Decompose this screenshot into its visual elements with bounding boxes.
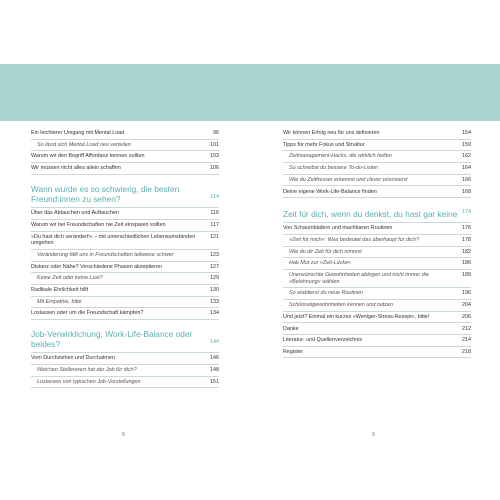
toc-entry-title: Loslassen oder um die Freundschaft kämpfen? xyxy=(31,310,144,317)
toc-entry-page: 204 xyxy=(462,302,471,309)
toc-entry-page: 182 xyxy=(462,248,471,255)
toc-entry-title: Keine Zeit oder keine Lust? xyxy=(37,275,103,282)
toc-subentry[interactable] xyxy=(31,140,219,152)
header-color-band xyxy=(0,64,500,121)
toc-entry[interactable] xyxy=(283,312,471,324)
toc-subentry[interactable] xyxy=(31,377,219,389)
toc-entry-title: Wir müssen nicht alles allein schaffen xyxy=(31,165,121,172)
right-toc-page xyxy=(283,128,471,358)
toc-chapter-heading[interactable] xyxy=(283,198,471,223)
chapter-page: 144 xyxy=(210,339,219,346)
toc-entry-title: Danke xyxy=(283,325,299,332)
toc-entry[interactable] xyxy=(31,353,219,365)
toc-entry[interactable] xyxy=(283,347,471,359)
toc-entry[interactable] xyxy=(31,285,219,297)
toc-entry-title: »Zeit für mich«: Was bedeutet das überhaupt für dich? xyxy=(289,237,419,244)
toc-entry-title: Ein leichterer Umgang mit Mental Load xyxy=(31,130,125,137)
toc-subentry[interactable] xyxy=(283,258,471,270)
chapter-page: 174 xyxy=(462,209,471,216)
toc-entry-page: 101 xyxy=(210,141,219,148)
toc-subentry[interactable] xyxy=(283,270,471,288)
toc-chapter-heading[interactable] xyxy=(31,175,219,208)
toc-entry-page: 164 xyxy=(462,165,471,172)
toc-entry[interactable] xyxy=(283,335,471,347)
toc-subentry[interactable] xyxy=(283,247,471,259)
chapter-title: Wann wurde es so schwierig, die besten Freund:innen zu sehen? xyxy=(31,183,180,204)
toc-entry-page: 127 xyxy=(210,263,219,270)
toc-subentry[interactable] xyxy=(31,365,219,377)
toc-entry-page: 151 xyxy=(210,378,219,385)
toc-entry-page: 117 xyxy=(210,221,219,228)
toc-entry-page: 129 xyxy=(210,275,219,282)
toc-entry-title: Radikale Ehrlichkeit hilft xyxy=(31,286,89,293)
toc-entry-page: 159 xyxy=(462,141,471,148)
toc-chapter-heading[interactable] xyxy=(31,320,219,353)
toc-entry-page: 106 xyxy=(210,165,219,172)
toc-entry-title: Literatur- und Quellenverzeichnis xyxy=(283,337,363,344)
toc-entry[interactable] xyxy=(31,163,219,175)
toc-entry[interactable] xyxy=(31,232,219,250)
toc-entry-title: Distanz oder Nähe? Verschiedene Phasen akzeptieren xyxy=(31,263,162,270)
toc-entry-title: Warum wir den Begriff Affordanz kennen sollten xyxy=(31,153,145,160)
toc-entry[interactable] xyxy=(283,140,471,152)
toc-entry-page: 189 xyxy=(462,272,471,279)
toc-entry-page: 176 xyxy=(462,225,471,232)
toc-subentry[interactable] xyxy=(31,273,219,285)
chapter-title: Zeit für dich, wenn du denkst, du hast gar keine xyxy=(283,209,458,220)
toc-entry-title: Loslassen von typischen Job-Vorstellungen xyxy=(37,378,141,385)
toc-entry-title: So lässt sich Mental Load neu verteilen xyxy=(37,141,131,148)
toc-subentry[interactable] xyxy=(31,297,219,309)
chapter-title: Job-Verwirklichung, Work-Life-Balance oder beides? xyxy=(31,328,193,350)
toc-entry-title: Vom Durchziehen und Durchatmen xyxy=(31,355,115,362)
toc-entry-title: »Du hast dich verändert!« – mit unterschiedlichen Lebensumständen umgehen xyxy=(31,233,196,247)
toc-entry-page: 162 xyxy=(462,153,471,160)
toc-entry-title: Wie du dir Zeit für dich nimmst xyxy=(289,248,362,255)
toc-entry-page: 212 xyxy=(462,325,471,332)
toc-entry-page: 103 xyxy=(210,153,219,160)
toc-entry-title: Deine eigene Work-Life-Balance finden xyxy=(283,188,377,195)
toc-entry-title: Welchen Stellenwert hat der Job für dich? xyxy=(37,367,137,374)
toc-entry-page: 121 xyxy=(210,233,219,240)
toc-entry-title: Zeitmanagement-Hacks, die wirklich helfen xyxy=(289,153,392,160)
toc-subentry[interactable] xyxy=(283,151,471,163)
toc-entry-page: 178 xyxy=(462,237,471,244)
toc-entry-title: Von Schaumbädern und machbaren Routinen xyxy=(283,225,393,232)
left-toc-page xyxy=(31,128,219,388)
chapter-page: 114 xyxy=(210,193,219,200)
toc-entry-page: 218 xyxy=(462,348,471,355)
toc-entry[interactable] xyxy=(31,151,219,163)
toc-entry-page: 214 xyxy=(462,337,471,344)
toc-entry[interactable] xyxy=(31,262,219,274)
toc-entry-page: 133 xyxy=(210,298,219,305)
toc-subentry[interactable] xyxy=(283,175,471,187)
toc-entry-page: 206 xyxy=(462,313,471,320)
toc-entry-title: Und jetzt? Einmal ein kurzes »Weniger-Stress-Rezept«, bitte! xyxy=(283,313,430,320)
toc-subentry[interactable] xyxy=(283,235,471,247)
toc-entry-page: 123 xyxy=(210,251,219,258)
toc-entry-title: Über das Abtauchen und Auftauchen xyxy=(31,210,119,217)
toc-entry-title: So etablierst du neue Routinen xyxy=(289,290,364,297)
toc-entry-title: Veränderung fällt uns in Freundschaften teilweise schwer xyxy=(37,251,174,258)
toc-entry-title: So schreibst du bessere To-do-Listen xyxy=(289,165,379,172)
toc-entry[interactable] xyxy=(283,128,471,140)
toc-entry[interactable] xyxy=(31,308,219,320)
toc-entry-page: 148 xyxy=(210,367,219,374)
toc-subentry[interactable] xyxy=(283,288,471,300)
toc-entry-page: 154 xyxy=(462,130,471,137)
toc-entry-page: 130 xyxy=(210,286,219,293)
left-page-number: 8 xyxy=(122,432,125,438)
right-page-number: 9 xyxy=(372,432,375,438)
toc-entry-page: 134 xyxy=(210,310,219,317)
toc-entry-title: Hab Mut zur »Zeit-Lücke« xyxy=(289,260,352,267)
toc-entry-page: 196 xyxy=(462,290,471,297)
toc-entry-title: Warum wir bei Freundschaften nie Zeit einsparen sollten xyxy=(31,221,166,228)
toc-entry[interactable] xyxy=(31,128,219,140)
toc-subentry[interactable] xyxy=(31,250,219,262)
toc-entry-title: Schlüsselgewohnheiten kennen und nutzen xyxy=(289,302,393,309)
toc-entry-title: Wie du Zeitfresser erkennst und clever priorisierst xyxy=(289,176,408,183)
toc-entry-page: 166 xyxy=(462,176,471,183)
toc-entry-page: 96 xyxy=(213,130,219,137)
toc-entry-title: Register xyxy=(283,348,304,355)
toc-entry-title: Wir können Erfolg neu für uns definieren xyxy=(283,130,380,137)
toc-entry-page: 146 xyxy=(210,355,219,362)
toc-entry-title: Tipps für mehr Fokus und Struktur xyxy=(283,141,365,148)
toc-entry-page: 186 xyxy=(462,260,471,267)
toc-entry-page: 116 xyxy=(210,210,219,217)
toc-entry[interactable] xyxy=(31,220,219,232)
toc-entry-title: Unerwünschte Gewohnheiten ablegen und nicht immer die »Belohnung« wählen xyxy=(289,272,429,285)
toc-entry[interactable] xyxy=(283,186,471,198)
toc-entry-page: 168 xyxy=(462,188,471,195)
toc-entry-title: Mit Empathie, bitte xyxy=(37,298,82,305)
toc-subentry[interactable] xyxy=(283,163,471,175)
toc-entry[interactable] xyxy=(283,223,471,235)
toc-entry[interactable] xyxy=(283,323,471,335)
toc-subentry[interactable] xyxy=(283,300,471,312)
toc-entry[interactable] xyxy=(31,208,219,220)
